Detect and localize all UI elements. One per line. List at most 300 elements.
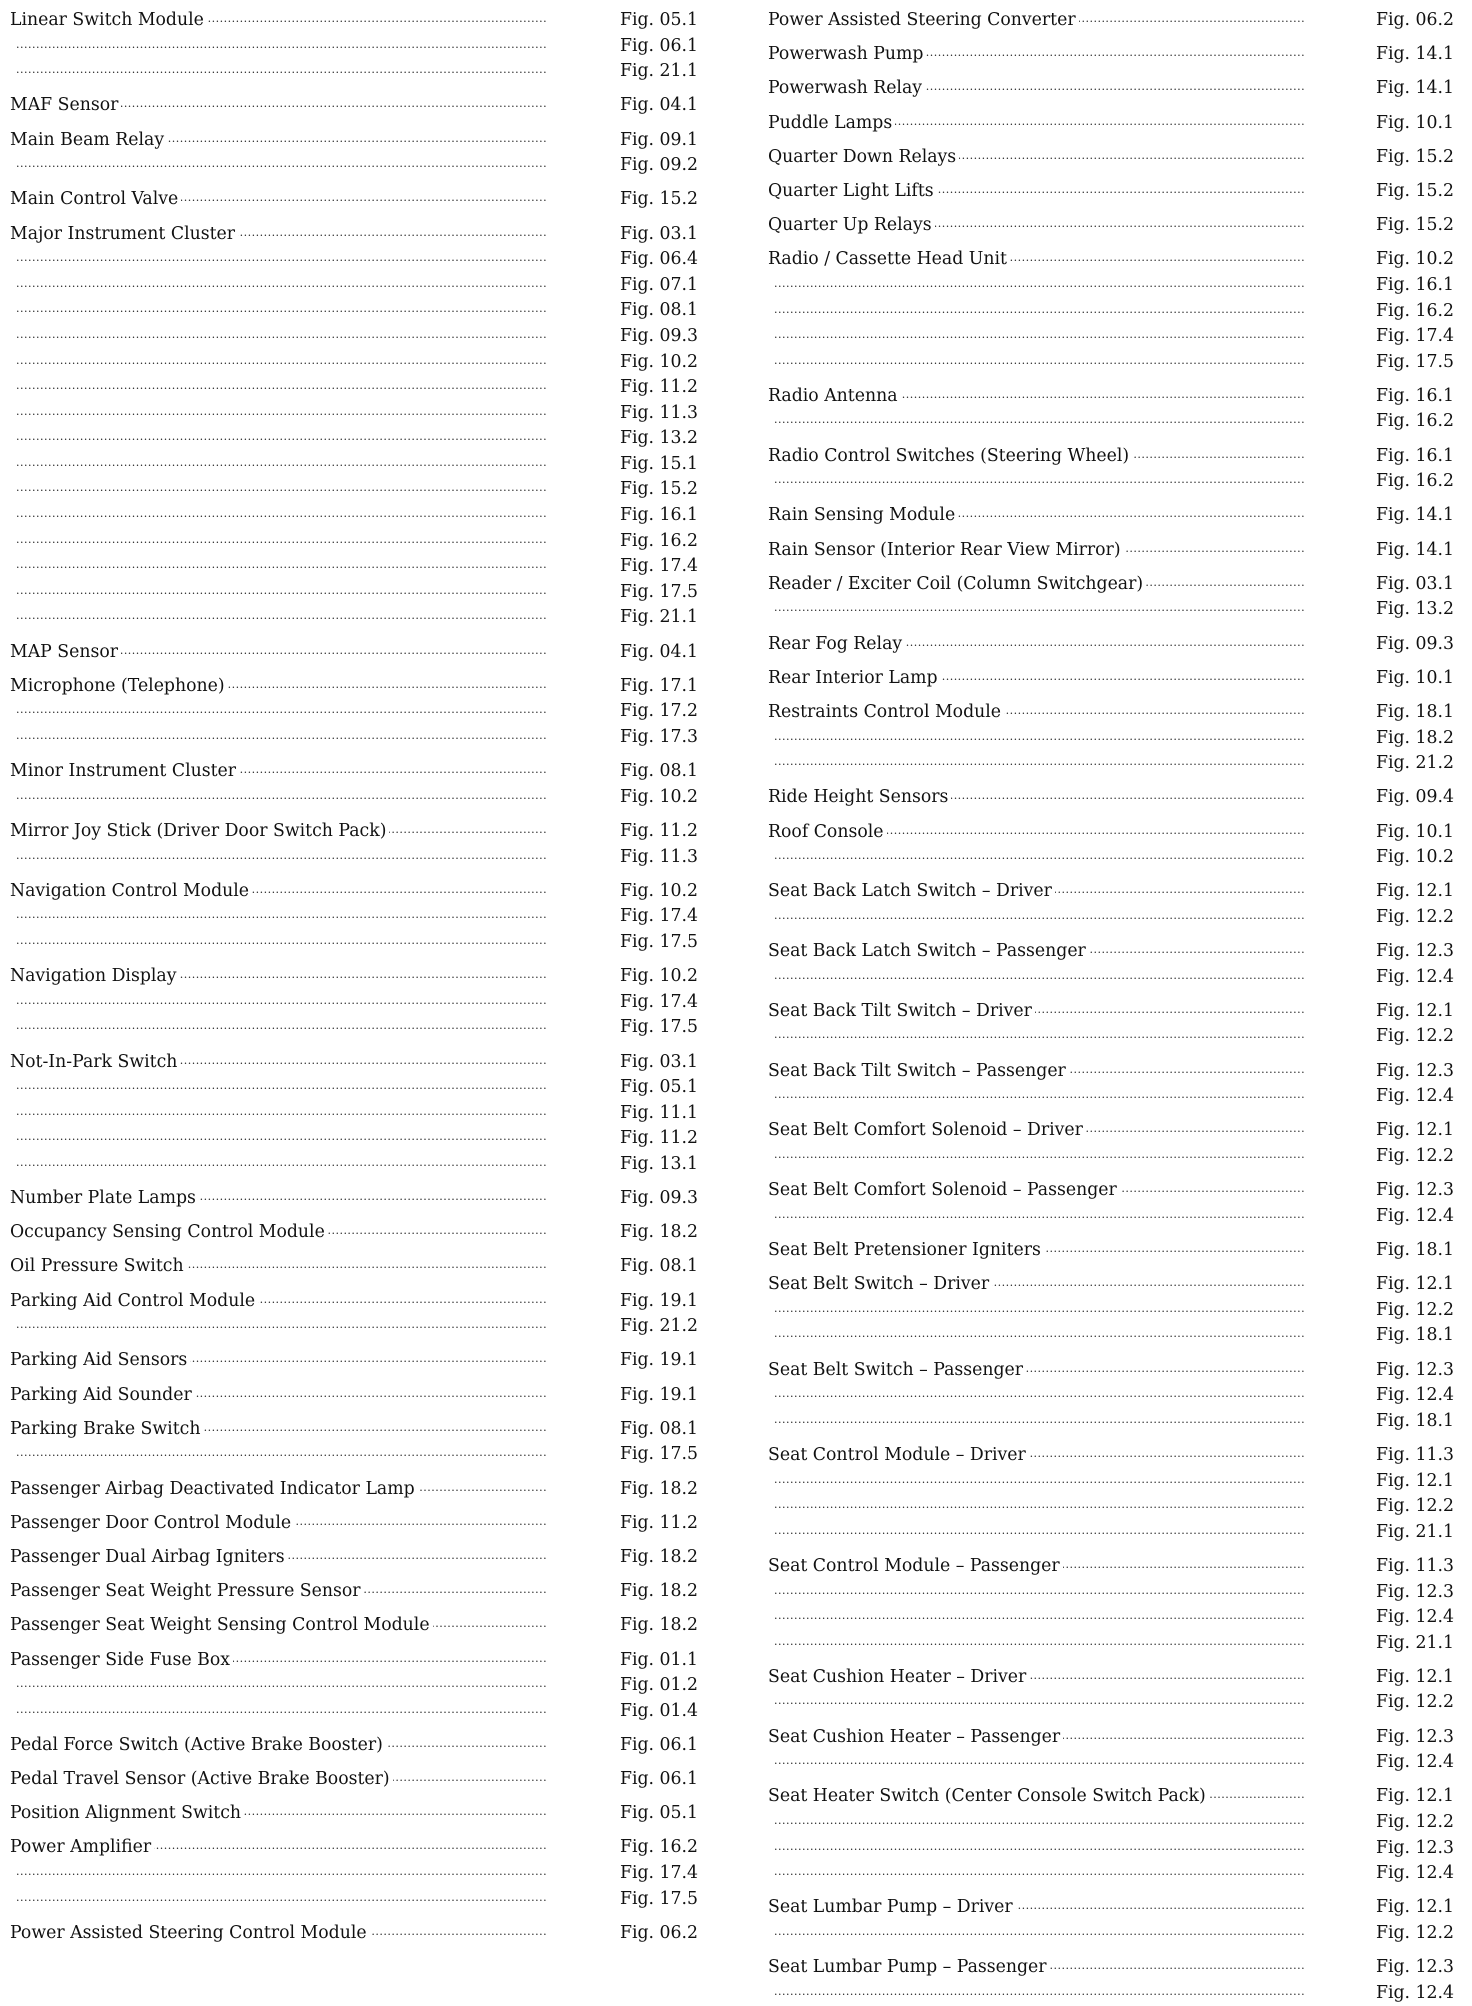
figure-reference: Fig. 19.1 [617, 1348, 698, 1374]
index-subrow [10, 785, 698, 811]
figure-reference: Fig. 04.1 [617, 640, 698, 666]
figure-reference: Fig. 17.1 [617, 674, 698, 700]
index-row [768, 572, 1454, 598]
figure-reference: Fig. 04.1 [617, 93, 698, 119]
index-entry-maf-sensor [10, 93, 698, 119]
figure-reference: . . . Fig. 12.4 [1373, 965, 1454, 991]
figure-reference: . . . Fig. 08.1 [617, 298, 698, 324]
figure-reference: . . . Fig. 01.2 [617, 1673, 698, 1699]
index-row [10, 1835, 698, 1861]
figure-reference: . . . Fig. 18.1 [1373, 1323, 1454, 1349]
index-subrow [10, 350, 698, 376]
figure-reference: . . . Fig. 09.3 [617, 324, 698, 350]
index-row [768, 1955, 1454, 1981]
index-entry-parking-aid-sensors [10, 1348, 698, 1374]
figure-reference: Fig. 12.3 [1373, 1955, 1454, 1981]
component-name: Pedal Force Switch (Active Brake Booster) [10, 1735, 386, 1755]
index-subrow [768, 273, 1454, 299]
index-entry-parking-brake-switch [10, 1417, 698, 1468]
index-entry-major-instrument-cluster [10, 222, 698, 632]
index-subrow [768, 1520, 1454, 1546]
figure-reference: . . . Fig. 18.1 [1373, 1409, 1454, 1435]
figure-reference: . . . Fig. 12.2 [1373, 1810, 1454, 1836]
component-name: Passenger Seat Weight Sensing Control Module [10, 1615, 433, 1635]
index-row [10, 1186, 698, 1212]
figure-reference: . . . Fig. 17.4 [617, 1861, 698, 1887]
figure-reference: Fig. 09.3 [617, 1186, 698, 1212]
figure-reference: . . . Fig. 17.5 [1373, 350, 1454, 376]
index-row [10, 1348, 698, 1374]
figure-reference: Fig. 05.1 [617, 8, 698, 34]
figure-reference: Fig. 06.1 [617, 1733, 698, 1759]
index-entry-map-sensor [10, 640, 698, 666]
index-entry-seat-cushion-heater-driver [768, 1665, 1454, 1716]
index-subrow [10, 580, 698, 606]
figure-reference: . . . Fig. 21.1 [1373, 1520, 1454, 1546]
figure-reference: . . . Fig. 21.1 [617, 605, 698, 631]
index-row [10, 1254, 698, 1280]
index-subrow [768, 1383, 1454, 1409]
figure-reference: . . . Fig. 12.1 [1373, 1469, 1454, 1495]
index-row [10, 1545, 698, 1571]
figure-reference: . . . Fig. 18.2 [1373, 726, 1454, 752]
index-row [10, 964, 698, 990]
index-row [768, 503, 1454, 529]
index-entry-passenger-airbag-deactivated-indicator-lamp [10, 1477, 698, 1503]
figure-reference: . . . Fig. 17.5 [617, 1442, 698, 1468]
component-name: Passenger Door Control Module [10, 1513, 294, 1533]
index-subrow [768, 350, 1454, 376]
index-subrow [10, 1152, 698, 1178]
index-entry-seat-belt-pretensioner-igniters [768, 1238, 1454, 1264]
index-subrow [10, 554, 698, 580]
figure-reference: Fig. 12.3 [1373, 939, 1454, 965]
index-entry-pedal-force-switch-active-brake-booster [10, 1733, 698, 1759]
index-entry-main-beam-relay [10, 128, 698, 179]
index-row [768, 1358, 1454, 1384]
index-subrow [10, 845, 698, 871]
index-subrow [10, 1887, 698, 1913]
index-row [10, 1767, 698, 1793]
index-row [768, 42, 1454, 68]
figure-reference: Fig. 11.2 [617, 1511, 698, 1537]
figure-reference: . . . Fig. 12.2 [1373, 1690, 1454, 1716]
index-row [10, 1477, 698, 1503]
index-subrow [768, 1204, 1454, 1230]
component-name: Seat Back Latch Switch – Passenger [768, 941, 1089, 961]
index-entry-seat-lumbar-pump-driver [768, 1895, 1454, 1946]
figure-reference: Fig. 14.1 [1373, 76, 1454, 102]
component-name: Quarter Down Relays [768, 147, 959, 167]
index-entry-rain-sensing-module [768, 503, 1454, 529]
figure-reference: Fig. 15.2 [1373, 213, 1454, 239]
figure-reference: . . . Fig. 16.2 [1373, 409, 1454, 435]
figure-reference: . . . Fig. 12.2 [1373, 1494, 1454, 1520]
index-subrow [768, 845, 1454, 871]
figure-reference: . . . Fig. 17.5 [617, 1887, 698, 1913]
index-subrow [10, 699, 698, 725]
index-entry-roof-console [768, 820, 1454, 871]
component-name: Passenger Dual Airbag Igniters [10, 1547, 288, 1567]
component-name: MAF Sensor [10, 95, 121, 115]
index-subrow [10, 1126, 698, 1152]
figure-reference: Fig. 12.1 [1373, 999, 1454, 1025]
index-entry-seat-control-module-driver [768, 1443, 1454, 1545]
index-row [10, 1613, 698, 1639]
figure-reference: Fig. 09.3 [1373, 632, 1454, 658]
component-name: Passenger Side Fuse Box [10, 1650, 233, 1670]
index-entry-seat-lumbar-pump-passenger [768, 1955, 1454, 2006]
index-subrow [768, 965, 1454, 991]
figure-reference: . . . Fig. 17.5 [617, 1015, 698, 1041]
figure-reference: Fig. 10.1 [1373, 666, 1454, 692]
figure-reference: . . . Fig. 16.2 [617, 529, 698, 555]
index-subrow [10, 1101, 698, 1127]
component-name: Puddle Lamps [768, 113, 895, 133]
figure-reference: Fig. 12.1 [1373, 879, 1454, 905]
index-subrow [10, 990, 698, 1016]
index-entry-navigation-control-module [10, 879, 698, 956]
index-entry-linear-switch-module [10, 8, 698, 85]
figure-reference: . . . Fig. 10.2 [617, 785, 698, 811]
figure-reference: . . . Fig. 12.4 [1373, 1084, 1454, 1110]
figure-reference: Fig. 12.1 [1373, 1118, 1454, 1144]
figure-reference: . . . Fig. 12.4 [1373, 1605, 1454, 1631]
component-name: Power Amplifier [10, 1837, 154, 1857]
figure-reference: Fig. 12.1 [1373, 1272, 1454, 1298]
figure-reference: Fig. 11.3 [1373, 1554, 1454, 1580]
figure-reference: Fig. 18.2 [617, 1545, 698, 1571]
figure-reference: Fig. 12.1 [1373, 1665, 1454, 1691]
component-name: Seat Belt Comfort Solenoid – Passenger [768, 1180, 1120, 1200]
figure-reference: Fig. 15.2 [617, 187, 698, 213]
figure-reference: Fig. 14.1 [1373, 503, 1454, 529]
component-name: Seat Control Module – Driver [768, 1445, 1029, 1465]
index-subrow [10, 247, 698, 273]
index-row [10, 1921, 698, 1947]
index-subrow [10, 1075, 698, 1101]
index-subrow [10, 930, 698, 956]
index-entry-seat-back-tilt-switch-driver [768, 999, 1454, 1050]
index-entry-puddle-lamps [768, 111, 1454, 137]
index-entry-quarter-down-relays [768, 145, 1454, 171]
index-subrow [10, 401, 698, 427]
index-row [10, 93, 698, 119]
figure-reference: . . . Fig. 21.1 [617, 59, 698, 85]
index-row [10, 1220, 698, 1246]
component-name: Rear Interior Lamp [768, 668, 941, 688]
figure-reference: Fig. 09.4 [1373, 785, 1454, 811]
index-row [768, 384, 1454, 410]
index-entry-quarter-up-relays [768, 213, 1454, 239]
index-entry-seat-belt-switch-driver [768, 1272, 1454, 1349]
figure-reference: . . . Fig. 15.1 [617, 452, 698, 478]
index-subrow [10, 452, 698, 478]
index-subrow [768, 1690, 1454, 1716]
component-name: Restraints Control Module [768, 702, 1004, 722]
index-row [768, 999, 1454, 1025]
index-subrow [768, 726, 1454, 752]
figure-reference: . . . Fig. 17.4 [617, 554, 698, 580]
figure-reference: . . . Fig. 16.1 [1373, 273, 1454, 299]
index-subrow [10, 529, 698, 555]
component-name: Parking Brake Switch [10, 1419, 203, 1439]
figure-reference: . . . Fig. 11.3 [617, 401, 698, 427]
index-row [768, 820, 1454, 846]
index-entry-seat-belt-comfort-solenoid-driver [768, 1118, 1454, 1169]
index-entry-radio-control-switches-steering-wheel [768, 444, 1454, 495]
index-row [768, 145, 1454, 171]
component-name: Main Beam Relay [10, 130, 167, 150]
index-row [768, 785, 1454, 811]
index-row [10, 1289, 698, 1315]
index-subrow [768, 1494, 1454, 1520]
figure-reference: . . . Fig. 05.1 [617, 1075, 698, 1101]
index-subrow [10, 324, 698, 350]
index-subrow [10, 273, 698, 299]
index-entry-parking-aid-sounder [10, 1383, 698, 1409]
figure-reference: . . . Fig. 17.4 [1373, 324, 1454, 350]
index-subrow [10, 34, 698, 60]
index-entry-restraints-control-module [768, 700, 1454, 777]
index-subrow [10, 503, 698, 529]
component-name: Rear Fog Relay [768, 634, 905, 654]
figure-reference: Fig. 06.1 [617, 1767, 698, 1793]
index-row [768, 632, 1454, 658]
figure-reference: Fig. 18.2 [617, 1613, 698, 1639]
index-subrow [768, 1631, 1454, 1657]
figure-reference: Fig. 06.2 [1373, 8, 1454, 34]
component-name: Radio / Cassette Head Unit [768, 249, 1010, 269]
index-row [10, 1383, 698, 1409]
component-name: Mirror Joy Stick (Driver Door Switch Pack) [10, 821, 389, 841]
component-name: Seat Belt Pretensioner Igniters [768, 1240, 1044, 1260]
component-name: Roof Console [768, 822, 887, 842]
index-row [768, 538, 1454, 564]
index-subrow [768, 1144, 1454, 1170]
figure-reference: . . . Fig. 12.2 [1373, 1921, 1454, 1947]
figure-reference: . . . Fig. 06.4 [617, 247, 698, 273]
index-subrow [768, 1981, 1454, 2006]
index-row [10, 1511, 698, 1537]
figure-reference: Fig. 10.2 [617, 964, 698, 990]
figure-reference: Fig. 10.1 [1373, 820, 1454, 846]
index-subrow [768, 299, 1454, 325]
component-name: Seat Lumbar Pump – Driver [768, 1897, 1016, 1917]
figure-reference: . . . Fig. 01.4 [617, 1699, 698, 1725]
index-row [10, 187, 698, 213]
figure-reference: . . . Fig. 12.4 [1373, 1750, 1454, 1776]
figure-reference: Fig. 18.1 [1373, 700, 1454, 726]
figure-reference: Fig. 19.1 [617, 1289, 698, 1315]
index-entry-rear-fog-relay [768, 632, 1454, 658]
index-row [768, 1118, 1454, 1144]
index-row [768, 8, 1454, 34]
figure-reference: Fig. 11.3 [1373, 1443, 1454, 1469]
index-entry-oil-pressure-switch [10, 1254, 698, 1280]
index-subrow [10, 1442, 698, 1468]
figure-reference: Fig. 10.2 [1373, 247, 1454, 273]
component-name: Navigation Display [10, 966, 179, 986]
figure-reference: Fig. 03.1 [617, 222, 698, 248]
index-entry-rain-sensor-interior-rear-view-mirror [768, 538, 1454, 564]
index-subrow [10, 725, 698, 751]
index-row [768, 666, 1454, 692]
index-subrow [10, 477, 698, 503]
figure-reference: Fig. 19.1 [617, 1383, 698, 1409]
index-row [768, 76, 1454, 102]
component-name: Passenger Airbag Deactivated Indicator Lamp [10, 1479, 418, 1499]
component-name: Radio Control Switches (Steering Wheel) [768, 446, 1132, 466]
component-name: Position Alignment Switch [10, 1803, 244, 1823]
figure-reference: Fig. 05.1 [617, 1801, 698, 1827]
index-entry-ride-height-sensors [768, 785, 1454, 811]
component-name: Linear Switch Module [10, 10, 207, 30]
index-row [10, 819, 698, 845]
index-subrow [768, 1084, 1454, 1110]
index-row [10, 1579, 698, 1605]
figure-reference: Fig. 08.1 [617, 1417, 698, 1443]
component-name: Oil Pressure Switch [10, 1256, 187, 1276]
figure-reference: Fig. 08.1 [617, 1254, 698, 1280]
figure-reference: Fig. 15.2 [1373, 179, 1454, 205]
index-subrow [10, 298, 698, 324]
index-row [10, 1050, 698, 1076]
figure-reference: Fig. 14.1 [1373, 538, 1454, 564]
index-row [768, 1238, 1454, 1264]
index-entry-seat-control-module-passenger [768, 1554, 1454, 1656]
figure-reference: Fig. 10.2 [617, 879, 698, 905]
figure-reference: Fig. 18.1 [1373, 1238, 1454, 1264]
figure-reference: . . . Fig. 12.2 [1373, 1298, 1454, 1324]
figure-reference: Fig. 10.1 [1373, 111, 1454, 137]
component-name: Parking Aid Sensors [10, 1350, 190, 1370]
figure-reference: . . . Fig. 09.2 [617, 153, 698, 179]
figure-reference: . . . Fig. 17.3 [617, 725, 698, 751]
index-row [10, 8, 698, 34]
index-subrow [10, 904, 698, 930]
figure-reference: . . . Fig. 11.2 [617, 375, 698, 401]
index-row [768, 1725, 1454, 1751]
index-subrow [768, 751, 1454, 777]
component-name: Seat Back Tilt Switch – Driver [768, 1001, 1035, 1021]
figure-reference: . . . Fig. 17.4 [617, 990, 698, 1016]
component-name: Rain Sensing Module [768, 505, 958, 525]
component-name: Seat Back Latch Switch – Driver [768, 881, 1055, 901]
component-name: Parking Aid Sounder [10, 1385, 195, 1405]
index-subrow [10, 1015, 698, 1041]
index-entry-radio-antenna [768, 384, 1454, 435]
index-row [768, 1443, 1454, 1469]
figure-reference: Fig. 12.3 [1373, 1178, 1454, 1204]
index-column-right [768, 8, 1454, 2006]
index-row [10, 879, 698, 905]
figure-reference: . . . Fig. 12.3 [1373, 1836, 1454, 1862]
index-subrow [768, 1605, 1454, 1631]
figure-reference: . . . Fig. 10.2 [617, 350, 698, 376]
figure-reference: Fig. 01.1 [617, 1648, 698, 1674]
component-name: Microphone (Telephone) [10, 676, 228, 696]
figure-reference: . . . Fig. 16.2 [1373, 299, 1454, 325]
figure-reference: . . . Fig. 15.2 [617, 477, 698, 503]
component-name: Number Plate Lamps [10, 1188, 199, 1208]
component-name: Pedal Travel Sensor (Active Brake Booster) [10, 1769, 393, 1789]
figure-reference: . . . Fig. 16.1 [617, 503, 698, 529]
figure-reference: . . . Fig. 21.1 [1373, 1631, 1454, 1657]
figure-reference: . . . Fig. 12.4 [1373, 1204, 1454, 1230]
index-subrow [768, 1469, 1454, 1495]
index-subrow [768, 1861, 1454, 1887]
index-entry-main-control-valve [10, 187, 698, 213]
index-subrow [768, 1409, 1454, 1435]
index-entry-position-alignment-switch [10, 1801, 698, 1827]
index-subrow [768, 597, 1454, 623]
index-subrow [768, 1298, 1454, 1324]
figure-reference: . . . Fig. 17.4 [617, 904, 698, 930]
figure-reference: . . . Fig. 10.2 [1373, 845, 1454, 871]
index-entry-passenger-dual-airbag-igniters [10, 1545, 698, 1571]
component-name: Reader / Exciter Coil (Column Switchgear) [768, 574, 1146, 594]
component-name: Quarter Light Lifts [768, 181, 937, 201]
figure-reference: Fig. 15.2 [1373, 145, 1454, 171]
figure-reference: Fig. 03.1 [617, 1050, 698, 1076]
index-subrow [10, 605, 698, 631]
component-name: Seat Cushion Heater – Driver [768, 1667, 1029, 1687]
index-entry-seat-belt-comfort-solenoid-passenger [768, 1178, 1454, 1229]
index-row [768, 879, 1454, 905]
index-row [768, 1059, 1454, 1085]
index-row [10, 128, 698, 154]
component-name: Radio Antenna [768, 386, 901, 406]
figure-reference: Fig. 18.2 [617, 1220, 698, 1246]
index-entry-microphone-telephone [10, 674, 698, 751]
index-subrow [10, 1673, 698, 1699]
component-name: Powerwash Relay [768, 78, 925, 98]
figure-reference: . . . Fig. 21.2 [617, 1314, 698, 1340]
index-entry-navigation-display [10, 964, 698, 1041]
component-name: Occupancy Sensing Control Module [10, 1222, 328, 1242]
component-name: Major Instrument Cluster [10, 224, 238, 244]
figure-reference: . . . Fig. 11.2 [617, 1126, 698, 1152]
index-row [768, 179, 1454, 205]
index-subrow [768, 1323, 1454, 1349]
component-name: Main Control Valve [10, 189, 181, 209]
index-row [768, 700, 1454, 726]
index-entry-number-plate-lamps [10, 1186, 698, 1212]
index-row [10, 640, 698, 666]
index-entry-passenger-door-control-module [10, 1511, 698, 1537]
index-row [768, 1178, 1454, 1204]
index-row [768, 1665, 1454, 1691]
component-name: Seat Belt Comfort Solenoid – Driver [768, 1120, 1086, 1140]
index-entry-powerwash-pump [768, 42, 1454, 68]
component-name: Seat Back Tilt Switch – Passenger [768, 1061, 1069, 1081]
index-subrow [10, 1861, 698, 1887]
figure-reference: . . . Fig. 12.4 [1373, 1981, 1454, 2006]
index-subrow [10, 153, 698, 179]
figure-reference: Fig. 08.1 [617, 759, 698, 785]
component-name: Power Assisted Steering Control Module [10, 1923, 370, 1943]
index-subrow [10, 375, 698, 401]
index-row [768, 111, 1454, 137]
figure-reference: Fig. 16.2 [617, 1835, 698, 1861]
index-row [10, 1648, 698, 1674]
index-entry-minor-instrument-cluster [10, 759, 698, 810]
index-subrow [768, 324, 1454, 350]
figure-reference: Fig. 12.3 [1373, 1725, 1454, 1751]
figure-reference: . . . Fig. 17.5 [617, 930, 698, 956]
index-entry-passenger-side-fuse-box [10, 1648, 698, 1725]
